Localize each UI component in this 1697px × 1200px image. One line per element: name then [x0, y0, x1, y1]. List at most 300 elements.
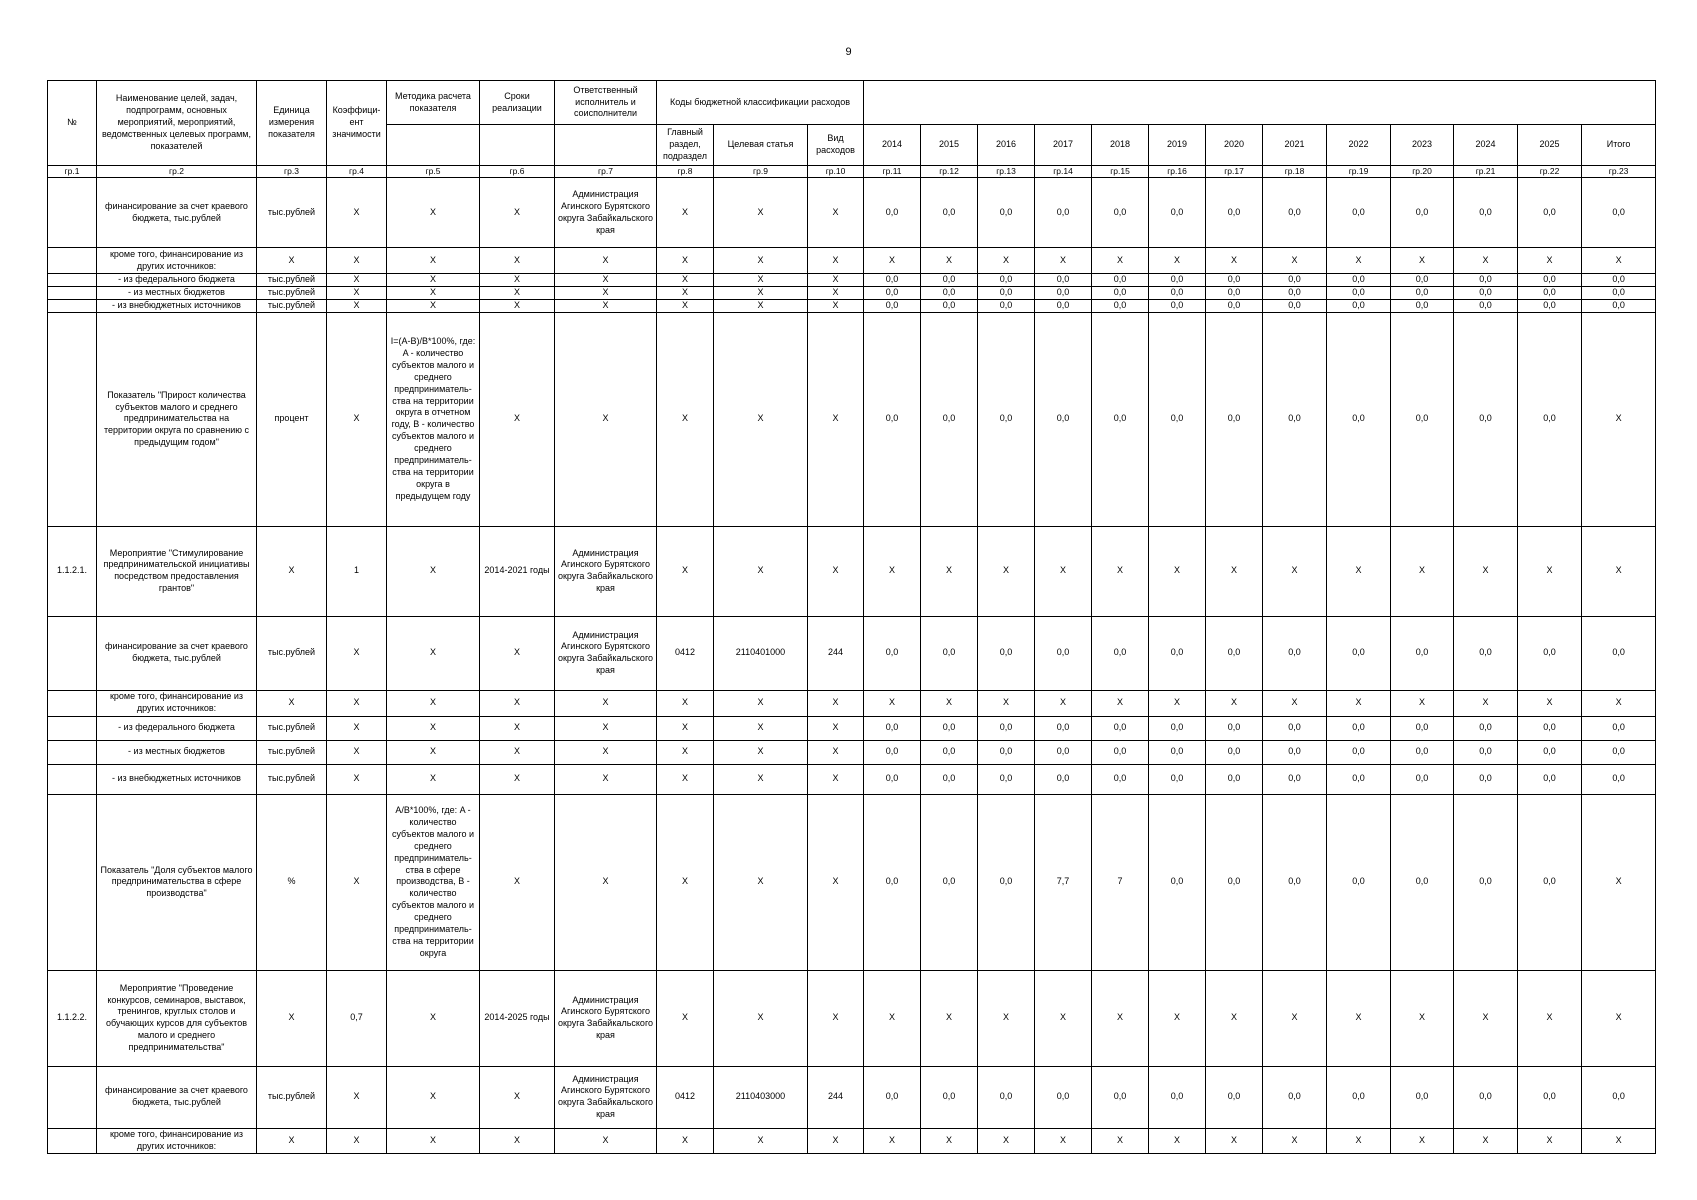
table-cell: тыс.рублей: [257, 716, 327, 740]
table-cell: X: [480, 690, 555, 716]
table-cell: тыс.рублей: [257, 616, 327, 690]
table-row: [48, 616, 1656, 690]
table-cell: 7: [1092, 794, 1149, 970]
table-cell: 0,0: [1327, 794, 1391, 970]
table-cell: X: [327, 716, 387, 740]
table-cell: 0,0: [864, 178, 921, 248]
table-cell: X: [1582, 248, 1656, 274]
table-cell: X: [555, 716, 657, 740]
column-number: гр.8: [657, 166, 714, 178]
table-cell: X: [555, 690, 657, 716]
table-cell: X: [327, 274, 387, 287]
column-number: гр.14: [1035, 166, 1092, 178]
table-cell: 0,0: [921, 312, 978, 526]
header-exec-empty: [555, 125, 657, 166]
table-cell: тыс.рублей: [257, 178, 327, 248]
table-cell: 0,0: [1035, 1066, 1092, 1128]
table-cell: X: [1035, 1128, 1092, 1153]
table-cell: 0,0: [1092, 274, 1149, 287]
table-cell: 0,0: [1454, 794, 1518, 970]
table-cell: X: [257, 690, 327, 716]
table-cell: X: [327, 764, 387, 794]
table-cell: X: [978, 1128, 1035, 1153]
table-cell: X: [864, 970, 921, 1066]
table-cell: 0,0: [1582, 287, 1656, 300]
table-cell: X: [480, 764, 555, 794]
table-cell: [48, 616, 97, 690]
table-cell: X: [327, 248, 387, 274]
table-cell: X: [657, 287, 714, 300]
table-cell: 0,0: [1391, 274, 1454, 287]
table-cell: 0,0: [1092, 764, 1149, 794]
table-cell: X: [327, 1128, 387, 1153]
table-cell: 0,0: [1391, 716, 1454, 740]
column-number: гр.4: [327, 166, 387, 178]
table-cell: - из местных бюджетов: [97, 740, 257, 764]
table-cell: X: [864, 526, 921, 616]
column-number: гр.23: [1582, 166, 1656, 178]
table-cell: 0,0: [1582, 764, 1656, 794]
table-cell: 0,0: [864, 1066, 921, 1128]
table-cell: 0,0: [1327, 299, 1391, 312]
table-cell: 0,0: [1263, 716, 1327, 740]
table-cell: X: [657, 716, 714, 740]
budget-table: [47, 80, 1656, 1154]
table-cell: X: [480, 274, 555, 287]
table-cell: X: [1092, 1128, 1149, 1153]
table-cell: кроме того, финансирование из других источников:: [97, 248, 257, 274]
table-cell: X: [387, 299, 480, 312]
column-number: гр.18: [1263, 166, 1327, 178]
header-years-group: [864, 81, 1656, 125]
table-cell: X: [387, 764, 480, 794]
table-row: [48, 312, 1656, 526]
table-cell: X: [921, 970, 978, 1066]
header-method: Методика расчета показателя: [387, 81, 480, 125]
table-cell: 0,0: [1092, 287, 1149, 300]
table-cell: 0,0: [1454, 740, 1518, 764]
table-cell: X: [480, 299, 555, 312]
table-cell: X: [808, 794, 864, 970]
table-cell: X: [1206, 690, 1263, 716]
table-row: [48, 299, 1656, 312]
header-unit: Единица измерения показателя: [257, 81, 327, 166]
table-cell: X: [1391, 970, 1454, 1066]
table-cell: X: [808, 690, 864, 716]
table-cell: 0,0: [1206, 299, 1263, 312]
table-cell: 0,0: [1035, 299, 1092, 312]
table-cell: X: [257, 526, 327, 616]
table-cell: 0,0: [864, 716, 921, 740]
table-cell: Мероприятие "Проведение конкурсов, семинаров, выставок, тренингов, круглых столов и обучающих курсов для субъектов малого и среднего предпринимательства": [97, 970, 257, 1066]
table-cell: 0,0: [1391, 312, 1454, 526]
table-cell: X: [1454, 690, 1518, 716]
table-cell: X: [808, 970, 864, 1066]
table-cell: X: [555, 274, 657, 287]
table-cell: X: [1454, 248, 1518, 274]
table-cell: 2110401000: [714, 616, 808, 690]
table-cell: 0,0: [978, 794, 1035, 970]
table-cell: X: [921, 1128, 978, 1153]
column-number: гр.2: [97, 166, 257, 178]
table-cell: X: [480, 740, 555, 764]
table-cell: финансирование за счет краевого бюджета, тыс.рублей: [97, 178, 257, 248]
table-cell: 0,0: [1263, 616, 1327, 690]
table-cell: 0,0: [1206, 274, 1263, 287]
table-cell: [48, 716, 97, 740]
table-cell: X: [1582, 794, 1656, 970]
column-number: гр.20: [1391, 166, 1454, 178]
table-cell: X: [327, 312, 387, 526]
table-cell: X: [714, 794, 808, 970]
table-cell: Администрация Агинского Бурятского округа Забайкальского края: [555, 970, 657, 1066]
table-cell: тыс.рублей: [257, 1066, 327, 1128]
table-row: [48, 526, 1656, 616]
table-cell: X: [1263, 970, 1327, 1066]
table-cell: 244: [808, 616, 864, 690]
column-number: гр.21: [1454, 166, 1518, 178]
column-number: гр.3: [257, 166, 327, 178]
table-cell: 0,0: [921, 1066, 978, 1128]
table-cell: 0,0: [1206, 616, 1263, 690]
table-cell: 0,0: [1149, 274, 1206, 287]
table-cell: [48, 1066, 97, 1128]
table-cell: 0,0: [1149, 794, 1206, 970]
header-year: 2018: [1092, 125, 1149, 166]
table-cell: 0,0: [1263, 274, 1327, 287]
table-cell: X: [257, 1128, 327, 1153]
table-cell: 0,0: [1454, 1066, 1518, 1128]
table-cell: 0,0: [1518, 287, 1582, 300]
table-cell: X: [978, 526, 1035, 616]
table-cell: 0,0: [1035, 178, 1092, 248]
table-cell: 0,0: [921, 740, 978, 764]
table-cell: 0,0: [1327, 1066, 1391, 1128]
table-cell: [48, 312, 97, 526]
header-total: Итого: [1582, 125, 1656, 166]
table-cell: 0,0: [1035, 616, 1092, 690]
table-cell: тыс.рублей: [257, 764, 327, 794]
table-cell: Администрация Агинского Бурятского округа Забайкальского края: [555, 526, 657, 616]
table-cell: [48, 178, 97, 248]
table-cell: 0,0: [1582, 274, 1656, 287]
table-cell: X: [1391, 690, 1454, 716]
table-cell: X: [808, 740, 864, 764]
table-cell: [48, 794, 97, 970]
table-cell: X: [387, 1128, 480, 1153]
table-cell: X: [1149, 526, 1206, 616]
header-year: 2025: [1518, 125, 1582, 166]
table-row: [48, 764, 1656, 794]
table-row: [48, 794, 1656, 970]
table-cell: 1.1.2.1.: [48, 526, 97, 616]
table-cell: 0,0: [1582, 740, 1656, 764]
table-cell: 0,0: [1149, 740, 1206, 764]
column-number: гр.13: [978, 166, 1035, 178]
table-cell: X: [1035, 970, 1092, 1066]
table-cell: 0,0: [864, 287, 921, 300]
table-cell: X: [808, 716, 864, 740]
table-cell: X: [1263, 526, 1327, 616]
table-cell: 0,0: [1327, 287, 1391, 300]
column-number: гр.9: [714, 166, 808, 178]
table-cell: X: [480, 794, 555, 970]
table-cell: 0,0: [1092, 299, 1149, 312]
table-cell: X: [657, 970, 714, 1066]
table-cell: X: [555, 740, 657, 764]
table-cell: 0,0: [1206, 1066, 1263, 1128]
table-cell: X: [555, 248, 657, 274]
table-cell: X: [1582, 312, 1656, 526]
table-cell: X: [480, 616, 555, 690]
table-cell: 0,0: [1092, 740, 1149, 764]
table-cell: X: [1149, 690, 1206, 716]
table-cell: 0,0: [1035, 716, 1092, 740]
table-cell: 0,0: [1092, 616, 1149, 690]
table-cell: X: [1263, 248, 1327, 274]
table-cell: X: [1149, 1128, 1206, 1153]
table-cell: 0,0: [978, 616, 1035, 690]
table-cell: 0,0: [1263, 299, 1327, 312]
table-cell: X: [1092, 970, 1149, 1066]
table-cell: Показатель "Прирост количества субъектов малого и среднего предпринимательства на территории округа по сравнению с предыдущим годом": [97, 312, 257, 526]
table-cell: 2110403000: [714, 1066, 808, 1128]
table-cell: 0,0: [1149, 299, 1206, 312]
header-no: №: [48, 81, 97, 166]
table-cell: Администрация Агинского Бурятского округа Забайкальского края: [555, 616, 657, 690]
table-cell: 0,0: [1263, 740, 1327, 764]
column-number: гр.5: [387, 166, 480, 178]
header-year: 2020: [1206, 125, 1263, 166]
table-cell: 0,0: [1454, 299, 1518, 312]
header-kind: Вид расходов: [808, 125, 864, 166]
table-cell: 0,0: [1327, 178, 1391, 248]
table-cell: X: [657, 794, 714, 970]
table-cell: X: [480, 716, 555, 740]
table-cell: 0,0: [1149, 287, 1206, 300]
table-cell: 0,0: [1149, 764, 1206, 794]
table-row: [48, 690, 1656, 716]
table-cell: X: [808, 299, 864, 312]
table-cell: 0,0: [978, 312, 1035, 526]
table-row: [48, 248, 1656, 274]
table-cell: X: [480, 287, 555, 300]
table-cell: X: [978, 248, 1035, 274]
table-cell: X: [1092, 690, 1149, 716]
table-cell: 0,0: [1263, 1066, 1327, 1128]
table-cell: X: [1327, 1128, 1391, 1153]
table-cell: X: [714, 690, 808, 716]
table-cell: X: [657, 312, 714, 526]
table-cell: X: [1582, 970, 1656, 1066]
table-cell: 0,0: [864, 274, 921, 287]
table-cell: X: [1035, 248, 1092, 274]
table-cell: X: [387, 716, 480, 740]
table-cell: 0,0: [1454, 716, 1518, 740]
table-cell: X: [327, 178, 387, 248]
header-exec: Ответственный исполнитель и соисполнители: [555, 81, 657, 125]
table-cell: X: [327, 740, 387, 764]
table-cell: X: [387, 178, 480, 248]
table-cell: 0412: [657, 1066, 714, 1128]
table-cell: X: [1149, 248, 1206, 274]
table-cell: 0,0: [864, 764, 921, 794]
table-cell: кроме того, финансирование из других источников:: [97, 690, 257, 716]
table-cell: 0,0: [1582, 1066, 1656, 1128]
table-cell: 2014-2025 годы: [480, 970, 555, 1066]
table-cell: X: [657, 764, 714, 794]
table-cell: 0,0: [1391, 1066, 1454, 1128]
table-cell: X: [1206, 248, 1263, 274]
table-cell: 0,0: [1206, 716, 1263, 740]
table-cell: X: [657, 690, 714, 716]
table-cell: 0,0: [921, 764, 978, 794]
table-cell: X: [1327, 526, 1391, 616]
table-cell: - из федерального бюджета: [97, 716, 257, 740]
table-cell: 0,0: [1582, 716, 1656, 740]
table-cell: X: [1518, 248, 1582, 274]
table-cell: X: [714, 178, 808, 248]
table-cell: 0,0: [1327, 274, 1391, 287]
header-year: 2019: [1149, 125, 1206, 166]
table-cell: 0,0: [1391, 740, 1454, 764]
table-cell: X: [1518, 1128, 1582, 1153]
table-cell: X: [808, 1128, 864, 1153]
table-cell: X: [864, 248, 921, 274]
table-cell: 0,0: [1092, 312, 1149, 526]
table-cell: X: [714, 248, 808, 274]
table-cell: X: [1391, 248, 1454, 274]
table-cell: 0,0: [1454, 287, 1518, 300]
table-cell: 0,0: [921, 616, 978, 690]
table-cell: I=(A-B)/B*100%, где: A - количество субъектов малого и среднего предприниматель-ства на территории округа в отчетном году, B - количество субъектов малого и среднего предприниматель-ства на территории округа в предыдущем году: [387, 312, 480, 526]
table-cell: 0,0: [1454, 274, 1518, 287]
table-cell: X: [657, 1128, 714, 1153]
table-cell: 0,0: [1149, 178, 1206, 248]
table-cell: X: [714, 764, 808, 794]
table-cell: X: [387, 970, 480, 1066]
table-cell: X: [327, 616, 387, 690]
table-cell: 0,0: [1454, 764, 1518, 794]
table-cell: 1.1.2.2.: [48, 970, 97, 1066]
table-cell: 0,7: [327, 970, 387, 1066]
table-cell: X: [1092, 526, 1149, 616]
page-number: 9: [845, 46, 852, 58]
table-cell: X: [327, 287, 387, 300]
column-number: гр.7: [555, 166, 657, 178]
table-cell: [48, 764, 97, 794]
table-cell: 0,0: [1092, 178, 1149, 248]
table-row: [48, 970, 1656, 1066]
header-year: 2021: [1263, 125, 1327, 166]
table-cell: 0,0: [1391, 299, 1454, 312]
table-cell: X: [387, 740, 480, 764]
table-cell: X: [1391, 526, 1454, 616]
table-cell: X: [714, 287, 808, 300]
table-cell: X: [257, 970, 327, 1066]
table-cell: 0,0: [1327, 616, 1391, 690]
table-cell: X: [864, 690, 921, 716]
table-cell: тыс.рублей: [257, 274, 327, 287]
table-cell: X: [1263, 1128, 1327, 1153]
table-cell: X: [978, 970, 1035, 1066]
table-row: [48, 274, 1656, 287]
table-cell: 0,0: [1327, 716, 1391, 740]
table-cell: X: [714, 312, 808, 526]
table-cell: финансирование за счет краевого бюджета, тыс.рублей: [97, 1066, 257, 1128]
table-cell: X: [657, 178, 714, 248]
header-terms-empty: [480, 125, 555, 166]
table-cell: 0,0: [1518, 274, 1582, 287]
table-cell: 0,0: [978, 299, 1035, 312]
table-cell: 0,0: [1518, 740, 1582, 764]
table-cell: X: [921, 526, 978, 616]
header-year: 2022: [1327, 125, 1391, 166]
table-cell: [48, 690, 97, 716]
table-cell: 0,0: [864, 299, 921, 312]
header-codes: Коды бюджетной классификации расходов: [657, 81, 864, 125]
table-cell: X: [387, 1066, 480, 1128]
column-number: гр.6: [480, 166, 555, 178]
table-cell: 0,0: [921, 716, 978, 740]
table-cell: X: [1327, 248, 1391, 274]
table-cell: 0,0: [1327, 312, 1391, 526]
header-section: Главный раздел, подраздел: [657, 125, 714, 166]
table-cell: X: [387, 287, 480, 300]
header-year: 2024: [1454, 125, 1518, 166]
table-row: [48, 716, 1656, 740]
header-method-empty: [387, 125, 480, 166]
table-cell: 0,0: [978, 716, 1035, 740]
table-cell: 0,0: [978, 1066, 1035, 1128]
table-cell: 0,0: [1206, 287, 1263, 300]
table-cell: A/B*100%, где: A - количество субъектов малого и среднего предприниматель-ства в сфере производства, B - количество субъектов малого и среднего предприниматель-ства на территории округа: [387, 794, 480, 970]
table-cell: X: [1582, 526, 1656, 616]
table-cell: 0,0: [1092, 716, 1149, 740]
column-number: гр.10: [808, 166, 864, 178]
table-cell: 0,0: [978, 178, 1035, 248]
table-cell: 0,0: [1518, 764, 1582, 794]
table-cell: X: [714, 299, 808, 312]
table-cell: X: [387, 248, 480, 274]
table-cell: X: [1454, 526, 1518, 616]
column-number: гр.15: [1092, 166, 1149, 178]
table-cell: 0,0: [1391, 287, 1454, 300]
table-cell: 0,0: [1035, 764, 1092, 794]
table-cell: X: [714, 1128, 808, 1153]
table-cell: X: [1518, 970, 1582, 1066]
table-cell: X: [1327, 970, 1391, 1066]
table-cell: 2014-2021 годы: [480, 526, 555, 616]
table-cell: X: [387, 690, 480, 716]
table-cell: тыс.рублей: [257, 299, 327, 312]
table-cell: X: [257, 248, 327, 274]
table-cell: X: [714, 716, 808, 740]
table-cell: X: [555, 764, 657, 794]
table-cell: 0,0: [1035, 740, 1092, 764]
table-cell: 0,0: [1263, 178, 1327, 248]
header-year: 2015: [921, 125, 978, 166]
table-cell: 0,0: [1518, 794, 1582, 970]
table-cell: X: [555, 794, 657, 970]
table-row: [48, 287, 1656, 300]
table-cell: 0,0: [1391, 764, 1454, 794]
table-cell: X: [714, 740, 808, 764]
table-cell: 0,0: [1391, 616, 1454, 690]
table-cell: 0,0: [1518, 1066, 1582, 1128]
table-cell: X: [327, 794, 387, 970]
table-cell: X: [864, 1128, 921, 1153]
